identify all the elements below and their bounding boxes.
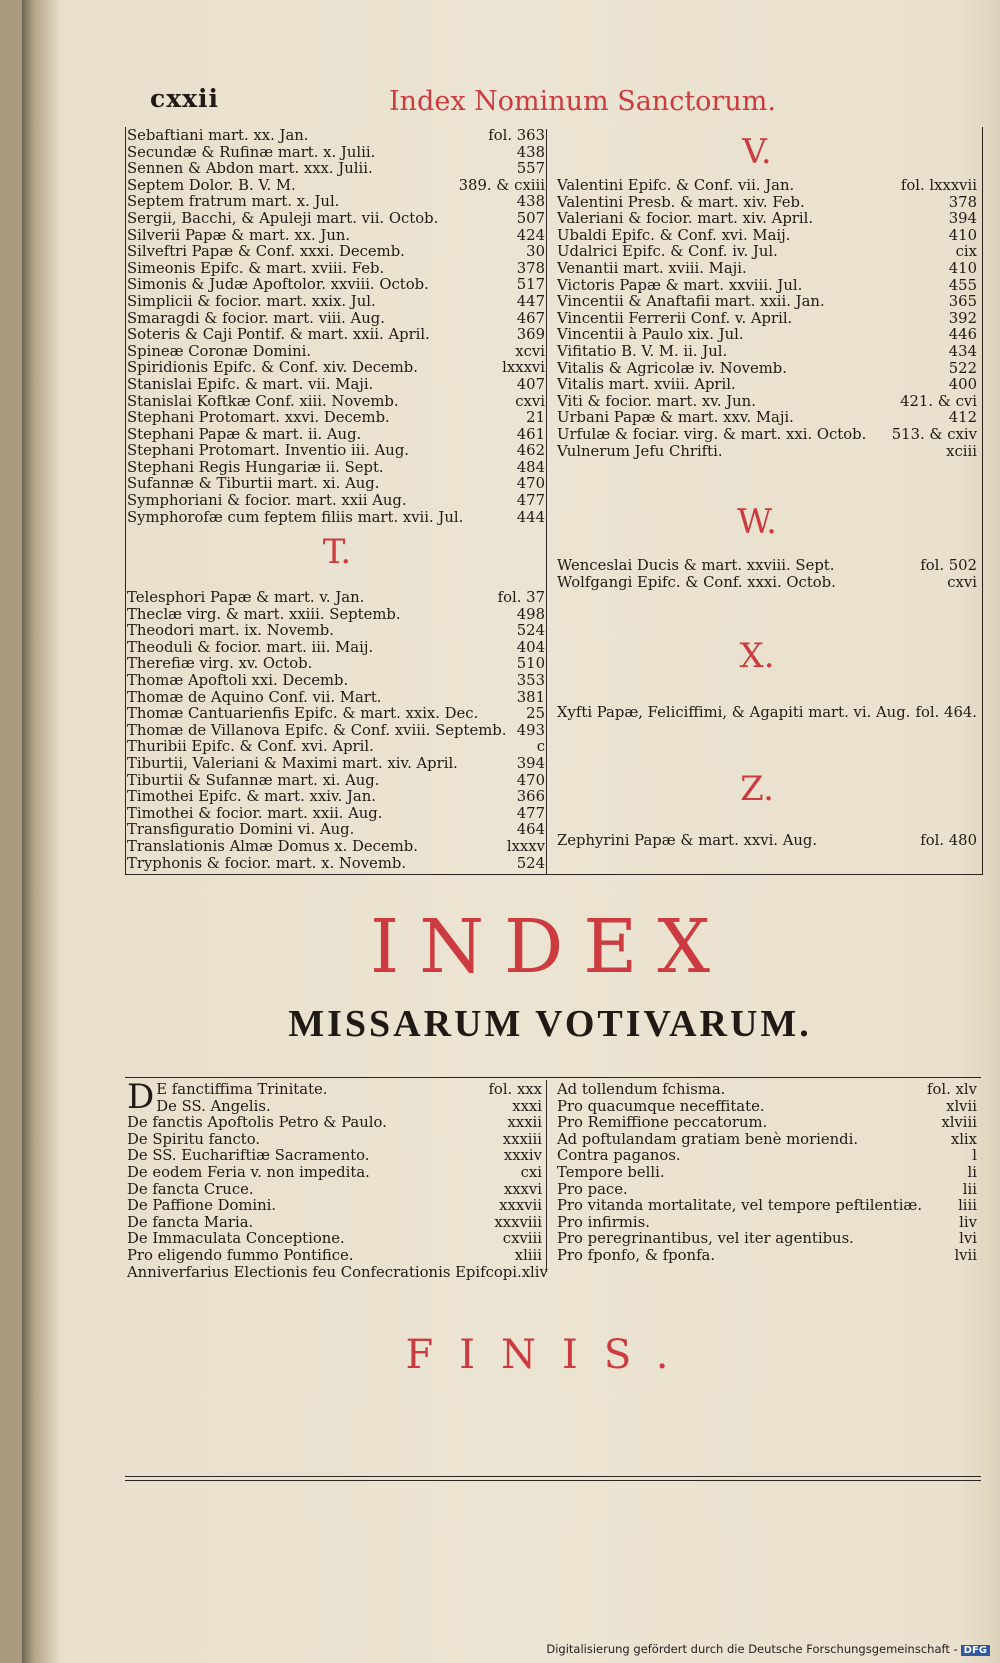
entry-folio: 394 (948, 210, 977, 228)
index-entry (127, 1132, 542, 1149)
entries-v (557, 178, 977, 460)
entry-folio: lxxxv (506, 837, 545, 855)
entry-folio: 513. & cxiv (891, 425, 977, 443)
entry-folio: xliv (521, 1263, 548, 1281)
entry-name: Stephani Regis Hungariæ ii. Sept. (127, 458, 384, 476)
finis-heading: FINIS. (405, 1332, 695, 1378)
index-entry (557, 1215, 977, 1232)
entry-folio: 410 (948, 259, 977, 277)
entry-folio: fol. 464. (915, 704, 977, 721)
entry-name: Valeriani & focior. mart. xiv. April. (557, 210, 814, 228)
credit-text: Digitalisierung gefördert durch die Deutsche Forschungsgemeinschaft - (546, 1642, 958, 1656)
index-entry (127, 394, 545, 411)
index-entry (127, 128, 545, 145)
entry-name: Sergii, Bacchi, & Apuleji mart. vii. Octob. (127, 209, 439, 227)
entries-w (557, 558, 977, 591)
index-entry (127, 607, 545, 624)
entries-t (127, 590, 545, 872)
entry-name: Wenceslai Ducis & mart. xxviii. Sept. (557, 557, 835, 574)
index-entry (557, 558, 977, 575)
entry-folio: 365 (948, 293, 977, 311)
entry-name: Urfulæ & fociar. virg. & mart. xxi. Octob. (557, 425, 867, 443)
entry-folio: lii (962, 1180, 977, 1198)
entry-folio: fol. 37 (497, 589, 545, 606)
entry-name: Tiburtii, Valeriani & Maximi mart. xiv. April. (127, 754, 458, 772)
entry-name: Spineæ Coronæ Domini. (127, 342, 312, 360)
entry-name: Pro fponfo, & fponfa. (557, 1246, 716, 1264)
entry-name: Victoris Papæ & mart. xxviii. Jul. (557, 276, 803, 294)
index-entry (127, 1148, 542, 1165)
index-entry (557, 211, 977, 228)
entry-folio: cxviii (502, 1230, 542, 1248)
column-divider (546, 129, 547, 874)
entry-folio: 25 (526, 705, 545, 723)
entry-name: Sufannæ & Tiburtii mart. xi. Aug. (127, 475, 380, 493)
index-entry (127, 723, 545, 740)
entry-name: Symphorofæ cum feptem filiis mart. xvii. Jul. (127, 508, 464, 526)
entry-name: Thomæ de Villanova Epifc. & Conf. xviii. Septemb. (127, 721, 507, 739)
index-entry (156, 1099, 542, 1116)
entry-name: Venantii mart. xviii. Maji. (557, 259, 747, 277)
entry-folio: fol. xxx (488, 1081, 542, 1098)
entry-folio: 524 (516, 622, 545, 640)
entry-folio: 464 (516, 821, 545, 839)
index-entry (127, 856, 545, 873)
entry-folio: xlvii (946, 1097, 977, 1115)
entry-folio: 394 (516, 754, 545, 772)
entry-name: Vifitatio B. V. M. ii. Jul. (557, 342, 728, 360)
index-entry (127, 211, 545, 228)
entry-folio: 510 (516, 655, 545, 673)
entry-folio: 389. & cxiii (458, 176, 545, 194)
votive-divider (546, 1080, 547, 1272)
entry-name: De fanctis Apoftolis Petro & Paulo. (127, 1114, 387, 1132)
index-entry (557, 1115, 977, 1132)
entry-name: E fanctiffima Trinitate. (156, 1081, 328, 1098)
entry-folio: 21 (526, 409, 545, 427)
page-title: Index Nominum Sanctorum. (389, 86, 776, 117)
votive-right-column (557, 1082, 977, 1265)
bottom-rule-1 (125, 1476, 981, 1477)
entry-name: Translationis Almæ Domus x. Decemb. (127, 837, 418, 855)
index-entry (127, 739, 545, 756)
entry-folio: cxvi (947, 573, 977, 591)
index-entry (557, 178, 977, 195)
entry-name: Vitalis & Agricolæ iv. Novemb. (557, 359, 787, 377)
entry-folio: 353 (516, 671, 545, 689)
entry-folio: lvi (959, 1230, 977, 1248)
index-entry (127, 228, 545, 245)
index-entry (557, 1165, 977, 1182)
index-entry (557, 575, 977, 592)
entry-folio: 424 (516, 226, 545, 244)
entry-name: Urbani Papæ & mart. xxv. Maji. (557, 409, 794, 427)
entry-folio: 404 (516, 638, 545, 656)
index-entry (557, 1099, 977, 1116)
entry-name: Theodori mart. ix. Novemb. (127, 622, 334, 640)
entry-name: Vulnerum Jefu Chrifti. (557, 442, 723, 460)
section-letter-x: X. (739, 636, 775, 676)
index-entry (127, 1198, 542, 1215)
entry-name: Pro vitanda mortalitate, vel tempore peftilentiæ. (557, 1197, 923, 1215)
index-entry (127, 706, 545, 723)
entry-name: Timothei Epifc. & mart. xxiv. Jan. (127, 788, 376, 806)
index-entry (557, 427, 977, 444)
entry-name: Stanislai Epifc. & mart. vii. Maji. (127, 375, 374, 393)
entry-folio: cxi (520, 1163, 542, 1181)
index-entry (127, 427, 545, 444)
index-entry (127, 839, 545, 856)
entry-folio: xcvi (515, 342, 545, 360)
index-entry (127, 510, 545, 527)
section-letter-v: V. (742, 132, 772, 172)
entry-folio: 381 (516, 688, 545, 706)
index-entry (557, 361, 977, 378)
entry-folio: 477 (516, 492, 545, 510)
entry-name: Telesphori Papæ & mart. v. Jan. (127, 589, 365, 606)
entry-folio: 557 (516, 160, 545, 178)
entry-name: Simonis & Judæ Apoftolor. xxviii. Octob. (127, 276, 429, 294)
index-entry (557, 1182, 977, 1199)
index-entry (127, 311, 545, 328)
entry-name: Tiburtii & Sufannæ mart. xi. Aug. (127, 771, 380, 789)
entry-folio: 517 (516, 276, 545, 294)
index-entry (127, 1231, 542, 1248)
entry-folio: 461 (516, 425, 545, 443)
entry-folio: 438 (516, 143, 545, 161)
entry-folio: lvii (954, 1246, 977, 1264)
entry-folio: 498 (516, 605, 545, 623)
entry-folio: 462 (516, 442, 545, 460)
entry-name: Ad tollendum fchisma. (557, 1081, 726, 1098)
entry-name: Valentini Presb. & mart. xiv. Feb. (557, 193, 805, 211)
entry-name: Simplicii & focior. mart. xxix. Jul. (127, 292, 376, 310)
entry-name: Stephani Protomart. Inventio iii. Aug. (127, 442, 410, 460)
index-entry (557, 327, 977, 344)
index-entry (127, 590, 545, 607)
bottom-rule-2 (125, 1480, 981, 1481)
index-entry (127, 773, 545, 790)
page-paper (22, 0, 1000, 1663)
index-entry (127, 640, 545, 657)
entry-folio: fol. 480 (920, 832, 977, 849)
index-entry (557, 1148, 977, 1165)
entry-name: Tryphonis & focior. mart. x. Novemb. (127, 854, 407, 872)
index-entry (127, 690, 545, 707)
index-entry (557, 244, 977, 261)
entry-name: Silverii Papæ & mart. xx. Jun. (127, 226, 351, 244)
index-entry (557, 1082, 977, 1099)
entry-name: Ubaldi Epifc. & Conf. xvi. Maij. (557, 226, 791, 244)
index-entry (127, 294, 545, 311)
entry-folio: 444 (516, 508, 545, 526)
entry-folio: 470 (516, 771, 545, 789)
entry-folio: xlviii (941, 1114, 977, 1132)
index-entry (127, 327, 545, 344)
index-entry (156, 1082, 542, 1099)
entry-folio: c (536, 738, 545, 756)
entry-name: Simeonis Epifc. & mart. xviii. Feb. (127, 259, 385, 277)
index-entry (127, 1165, 542, 1182)
index-entry (557, 278, 977, 295)
entry-name: Septem fratrum mart. x. Jul. (127, 193, 340, 211)
entry-name: Soteris & Caji Pontif. & mart. xxii. April. (127, 326, 430, 344)
dfg-logo: DFG (961, 1645, 990, 1656)
entry-folio: 470 (516, 475, 545, 493)
entry-name: Contra paganos. (557, 1147, 681, 1165)
entry-name: Xyfti Papæ, Feliciffimi, & Agapiti mart. vi. Aug. (557, 704, 911, 721)
entry-folio: 378 (948, 193, 977, 211)
entries-z (557, 833, 977, 850)
index-entry (127, 344, 545, 361)
entry-name: De SS. Angelis. (156, 1097, 271, 1115)
entry-name: Stanislai Koftkæ Conf. xiii. Novemb. (127, 392, 399, 410)
entry-folio: fol. lxxxvii (900, 177, 977, 194)
entry-folio: liv (959, 1213, 977, 1231)
entry-name: Therefiæ virg. xv. Octob. (127, 655, 313, 673)
entry-name: Theclæ virg. & mart. xxiii. Septemb. (127, 605, 401, 623)
entry-name: Vincentii & Anaftafii mart. xxii. Jan. (557, 293, 825, 311)
entry-folio: 369 (516, 326, 545, 344)
index-entry (557, 294, 977, 311)
entry-folio: 434 (948, 342, 977, 360)
entry-folio: 447 (516, 292, 545, 310)
entry-folio: xxxiii (502, 1130, 542, 1148)
entry-name: De fancta Maria. (127, 1213, 254, 1231)
index-entry (127, 673, 545, 690)
index-entry (557, 261, 977, 278)
entry-folio: 366 (516, 788, 545, 806)
entry-name: De Immaculata Conceptione. (127, 1230, 345, 1248)
entry-name: Tempore belli. (557, 1163, 665, 1181)
entry-name: Secundæ & Rufinæ mart. x. Julii. (127, 143, 376, 161)
entry-folio: xxxviii (494, 1213, 542, 1231)
entry-name: Pro peregrinantibus, vel iter agentibus. (557, 1230, 854, 1248)
index-entry (127, 756, 545, 773)
page-body (117, 84, 983, 1594)
index-entry (127, 145, 545, 162)
votive-rule (125, 1077, 981, 1078)
index-entry (557, 1248, 977, 1265)
entry-folio: 407 (516, 375, 545, 393)
entry-folio: li (967, 1163, 977, 1181)
index-entry (127, 443, 545, 460)
entry-name: Transfiguratio Domini vi. Aug. (127, 821, 355, 839)
votive-left-column (127, 1077, 548, 1281)
entry-folio: 493 (516, 721, 545, 739)
entry-folio: l (972, 1147, 977, 1165)
entry-name: Stephani Papæ & mart. ii. Aug. (127, 425, 362, 443)
entry-name: Stephani Protomart. xxvi. Decemb. (127, 409, 390, 427)
entry-name: Pro Remiffione peccatorum. (557, 1114, 768, 1132)
entry-folio: fol. xlv (927, 1081, 977, 1098)
entry-name: Thuribii Epifc. & Conf. xvi. April. (127, 738, 374, 756)
index-entry (127, 410, 545, 427)
entry-name: Vincentii à Paulo xix. Jul. (557, 326, 744, 344)
index-entry (127, 623, 545, 640)
entry-folio: 524 (516, 854, 545, 872)
index-entry (127, 493, 545, 510)
entry-name: De fancta Cruce. (127, 1180, 254, 1198)
page-number: cxxii (150, 84, 220, 113)
index-entry (127, 360, 545, 377)
entry-folio: xxxvi (503, 1180, 542, 1198)
index-entry (127, 377, 545, 394)
entry-folio: lxxxvi (502, 359, 545, 377)
index-entry (127, 178, 545, 195)
entry-name: Vitalis mart. xviii. April. (557, 376, 736, 394)
entry-folio: 410 (948, 226, 977, 244)
entry-folio: 522 (948, 359, 977, 377)
entry-folio: 446 (948, 326, 977, 344)
entry-folio: fol. 363 (488, 127, 545, 144)
section-letter-z: Z. (740, 769, 774, 809)
index-entry (557, 228, 977, 245)
entry-folio: 438 (516, 193, 545, 211)
entry-folio: liii (958, 1197, 977, 1215)
index-entry (127, 822, 545, 839)
index-entry (557, 410, 977, 427)
entry-folio: 507 (516, 209, 545, 227)
votive-left-entries (127, 1077, 548, 1281)
entry-folio: cxvi (515, 392, 545, 410)
index-entry (127, 1215, 542, 1232)
entry-folio: 400 (948, 376, 977, 394)
index-entry (127, 194, 545, 211)
entries-s (127, 128, 545, 526)
entry-name: Septem Dolor. B. V. M. (127, 176, 296, 194)
entry-name: Thomæ Apoftoli xxi. Decemb. (127, 671, 349, 689)
entry-name: Pro pace. (557, 1180, 628, 1198)
entry-name: Smaragdi & focior. mart. viii. Aug. (127, 309, 385, 327)
entry-folio: 455 (948, 276, 977, 294)
index-entry (557, 377, 977, 394)
entry-folio: 412 (948, 409, 977, 427)
index-entry (127, 789, 545, 806)
entry-folio: 378 (516, 259, 545, 277)
entry-name: Ad poftulandam gratiam benè moriendi. (557, 1130, 859, 1148)
entry-folio: fol. 502 (920, 557, 977, 574)
entry-folio: xciii (946, 442, 977, 460)
index-entry (127, 476, 545, 493)
index-entry (557, 444, 977, 461)
entry-folio: xlix (950, 1130, 977, 1148)
entry-name: Zephyrini Papæ & mart. xxvi. Aug. (557, 832, 818, 849)
entry-name: Anniverfarius Electionis feu Confecrationis Epifcopi. (127, 1263, 522, 1281)
entry-name: Pro infirmis. (557, 1213, 650, 1231)
entries-x (557, 705, 977, 722)
entry-folio: 484 (516, 458, 545, 476)
entry-folio: xliii (514, 1246, 542, 1264)
entry-folio: 467 (516, 309, 545, 327)
index-subheading: MISSARUM VOTIVARUM. (288, 1003, 812, 1045)
index-heading: INDEX (369, 904, 730, 990)
entry-name: Sennen & Abdon mart. xxx. Julii. (127, 160, 373, 178)
entry-name: De SS. Euchariftiæ Sacramento. (127, 1147, 370, 1165)
entry-folio: cix (955, 243, 977, 261)
index-entry (127, 1115, 542, 1132)
index-entry (557, 394, 977, 411)
entry-folio: xxxi (512, 1097, 542, 1115)
entry-name: Symphoriani & focior. mart. xxii Aug. (127, 492, 407, 510)
index-entry (127, 161, 545, 178)
entry-name: Thomæ de Aquino Conf. vii. Mart. (127, 688, 382, 706)
entry-name: Pro eligendo fummo Pontifice. (127, 1246, 354, 1264)
entry-name: Thomæ Cantuarienfis Epifc. & mart. xxix. Dec. (127, 705, 479, 723)
entry-name: De Spiritu fancto. (127, 1130, 261, 1148)
index-entry (557, 344, 977, 361)
index-entry (557, 195, 977, 212)
entry-name: Spiridionis Epifc. & Conf. xiv. Decemb. (127, 359, 418, 377)
entry-name: Timothei & focior. mart. xxii. Aug. (127, 804, 383, 822)
entry-name: Pro quacumque neceffitate. (557, 1097, 765, 1115)
entry-name: Viti & focior. mart. xv. Jun. (557, 392, 756, 410)
entry-name: Silveftri Papæ & Conf. xxxi. Decemb. (127, 243, 405, 261)
entry-name: Sebaftiani mart. xx. Jan. (127, 127, 309, 144)
section-letter-w: W. (737, 502, 777, 542)
index-entry (127, 806, 545, 823)
index-entry (127, 460, 545, 477)
entry-folio: xxxii (507, 1114, 542, 1132)
entry-name: Wolfgangi Epifc. & Conf. xxxi. Octob. (557, 573, 836, 591)
index-entry (557, 705, 977, 722)
entry-name: Theoduli & focior. mart. iii. Maij. (127, 638, 374, 656)
index-entry (557, 1231, 977, 1248)
index-entry (557, 311, 977, 328)
entry-folio: 30 (526, 243, 545, 261)
entry-folio: 477 (516, 804, 545, 822)
entry-folio: xxxvii (499, 1197, 542, 1215)
index-entry (127, 1248, 542, 1265)
entry-name: De eodem Feria v. non impedita. (127, 1163, 370, 1181)
entry-name: Vincentii Ferrerii Conf. v. April. (557, 309, 793, 327)
index-entry (127, 1182, 542, 1199)
index-entry (127, 261, 545, 278)
index-entry (127, 244, 545, 261)
index-entry (557, 833, 977, 850)
digitization-credit (546, 1642, 990, 1656)
index-entry (127, 1263, 548, 1282)
entry-name: Udalrici Epifc. & Conf. iv. Jul. (557, 243, 778, 261)
drop-cap: D (127, 1077, 155, 1117)
index-entry (557, 1198, 977, 1215)
index-entry (557, 1132, 977, 1149)
entry-name: De Paffione Domini. (127, 1197, 277, 1215)
section-letter-t: T. (322, 532, 352, 572)
entry-folio: 421. & cvi (900, 392, 977, 410)
entry-name: Valentini Epifc. & Conf. vii. Jan. (557, 177, 795, 194)
index-entry (127, 277, 545, 294)
index-entry (127, 656, 545, 673)
entry-folio: xxxiv (503, 1147, 542, 1165)
entry-folio: 392 (948, 309, 977, 327)
